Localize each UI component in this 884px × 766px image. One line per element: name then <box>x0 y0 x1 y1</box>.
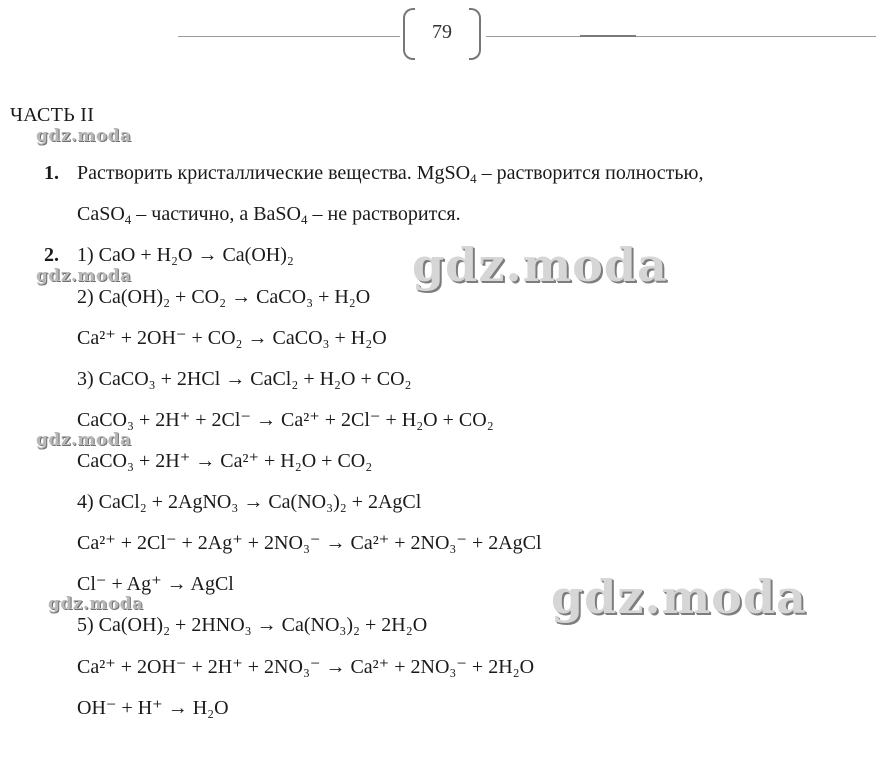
equation-line: OH⁻ + H⁺ → H₂O <box>77 697 229 719</box>
page-number: 79 <box>432 21 452 43</box>
item-2-number: 2. <box>44 244 59 266</box>
equation-line: Ca²⁺ + 2OH⁻ + 2H⁺ + 2NO₃⁻ → Ca²⁺ + 2NO₃⁻ + 2H₂O <box>77 656 535 678</box>
watermark-logo-large: gdz.moda <box>551 570 807 624</box>
item-1-line-1: Растворить кристаллические вещества. MgSO$_4$ – растворится полностью, <box>77 162 704 186</box>
equation-line: 3) CaCO₃ + 2HCl → CaCl₂ + H₂O + CO₂ <box>77 368 412 390</box>
equation-line: Cl⁻ + Ag⁺ → AgCl <box>77 573 234 595</box>
header-rule-left <box>178 36 400 37</box>
equation-line: Ca²⁺ + 2OH⁻ + CO₂ → CaCO₃ + H₂O <box>77 327 387 349</box>
section-title: ЧАСТЬ II <box>10 104 95 126</box>
header-rule-accent <box>580 35 636 37</box>
watermark-logo-large: gdz.moda <box>412 238 668 292</box>
header-rule-right <box>486 36 876 37</box>
equation-line: CaCO₃ + 2H⁺ + 2Cl⁻ → Ca²⁺ + 2Cl⁻ + H₂O + CO₂ <box>77 409 494 431</box>
equation-line: 5) Ca(OH)₂ + 2HNO₃ → Ca(NO₃)₂ + 2H₂O <box>77 614 428 636</box>
equation-line: 1) CaO + H₂O → Ca(OH)₂ <box>77 244 294 266</box>
item-1-number: 1. <box>44 162 59 184</box>
item-1-line-2: CaSO$_4$ – частично, а BaSO$_4$ – не растворится. <box>77 203 461 227</box>
equation-line: 2) Ca(OH)₂ + CO₂ → CaCO₃ + H₂O <box>77 286 371 308</box>
equation-line: Ca²⁺ + 2Cl⁻ + 2Ag⁺ + 2NO₃⁻ → Ca²⁺ + 2NO₃⁻ + 2AgCl <box>77 532 542 554</box>
watermark-logo: gdz.moda <box>36 266 132 286</box>
watermark-logo: gdz.moda <box>48 594 144 614</box>
watermark-logo: gdz.moda <box>36 126 132 146</box>
equation-line: CaCO₃ + 2H⁺ → Ca²⁺ + H₂O + CO₂ <box>77 450 373 472</box>
equation-line: 4) CaCl₂ + 2AgNO₃ → Ca(NO₃)₂ + 2AgCl <box>77 491 422 513</box>
page-number-frame <box>403 8 481 62</box>
watermark-logo: gdz.moda <box>36 430 132 450</box>
